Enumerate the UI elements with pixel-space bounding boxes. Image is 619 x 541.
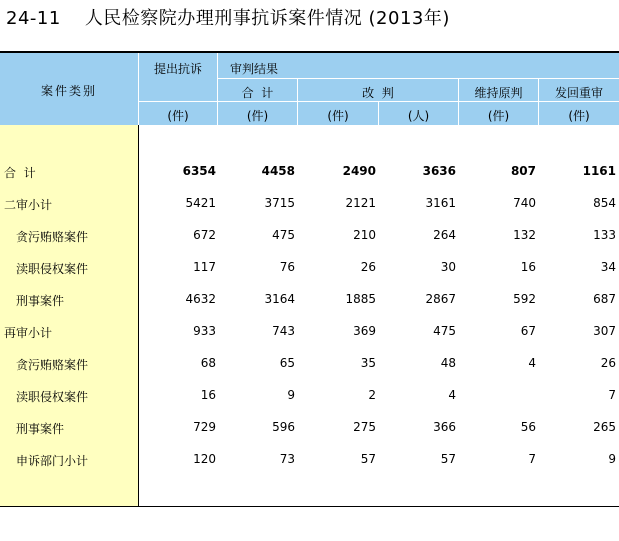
- header-divider: [139, 101, 619, 102]
- table-row: [0, 193, 619, 213]
- table-cell: 3161: [425, 196, 456, 210]
- table-cell: 596: [272, 420, 295, 434]
- table-title-text: 人民检察院办理刑事抗诉案件情况 (2013年): [84, 8, 450, 29]
- result-header: 审判结果: [230, 62, 279, 76]
- table-cell: 592: [513, 292, 536, 306]
- table-cell: 9: [608, 452, 616, 466]
- table-cell: 16: [520, 260, 536, 274]
- table-row: [0, 353, 619, 373]
- table-cell: 275: [353, 420, 376, 434]
- unit-label: (件): [327, 109, 349, 123]
- table-cell: 3715: [264, 196, 295, 210]
- row-label: 贪污贿赂案件: [16, 230, 89, 244]
- row-label: 刑事案件: [16, 294, 65, 308]
- table-cell: 4: [528, 356, 536, 370]
- table-cell: 68: [200, 356, 216, 370]
- row-label: 刑事案件: [16, 422, 65, 436]
- table-cell: 2: [368, 388, 376, 402]
- table-cell: 672: [193, 228, 216, 242]
- table-cell: 307: [593, 324, 616, 338]
- category-header: 案件类别: [40, 84, 97, 98]
- table-row: [0, 225, 619, 245]
- table-cell: 6354: [182, 164, 216, 178]
- table-cell: 729: [193, 420, 216, 434]
- table-cell: 34: [600, 260, 616, 274]
- table-cell: 57: [360, 452, 376, 466]
- table-cell: 26: [360, 260, 376, 274]
- table-cell: 3164: [264, 292, 295, 306]
- row-label: 申诉部门小计: [16, 454, 89, 468]
- table-cell: 56: [520, 420, 536, 434]
- table-row: [0, 385, 619, 405]
- row-label: 贪污贿赂案件: [16, 358, 89, 372]
- unit-label: (人): [407, 109, 430, 123]
- table-cell: 210: [353, 228, 376, 242]
- row-label: 二审小计: [4, 198, 53, 212]
- table-cell: 2490: [342, 164, 376, 178]
- table-row: [0, 257, 619, 277]
- upheld-header: 维持原判: [474, 86, 523, 100]
- table-cell: 35: [360, 356, 376, 370]
- table-cell: 5421: [185, 196, 216, 210]
- table-cell: 65: [279, 356, 295, 370]
- row-label: 合 计: [4, 166, 36, 180]
- table-cell: 73: [279, 452, 295, 466]
- table-cell: 7: [528, 452, 536, 466]
- changed-header: 改 判: [362, 86, 394, 100]
- table-cell: 1161: [582, 164, 616, 178]
- unit-label: (件): [167, 109, 189, 123]
- row-label: 渎职侵权案件: [16, 390, 89, 404]
- table-cell: 743: [272, 324, 295, 338]
- table-cell: 265: [593, 420, 616, 434]
- table-cell: 4458: [261, 164, 295, 178]
- table-cell: 687: [593, 292, 616, 306]
- table-row: [0, 417, 619, 437]
- result-total-header: 合 计: [241, 86, 274, 100]
- table-cell: 1885: [345, 292, 376, 306]
- table-cell: 7: [608, 388, 616, 402]
- table-cell: 3636: [422, 164, 456, 178]
- table-cell: 854: [593, 196, 616, 210]
- table-cell: 475: [272, 228, 295, 242]
- table-cell: 264: [433, 228, 456, 242]
- table-cell: 76: [279, 260, 295, 274]
- bottom-rule: [0, 506, 619, 507]
- unit-label: (件): [246, 109, 269, 123]
- row-label: 再审小计: [4, 326, 53, 340]
- table-cell: 132: [513, 228, 536, 242]
- unit-label: (件): [487, 109, 510, 123]
- table-row: [0, 161, 619, 181]
- table-row: [0, 449, 619, 469]
- table-cell: 369: [353, 324, 376, 338]
- table-cell: 4632: [185, 292, 216, 306]
- protest-header: 提出抗诉: [153, 62, 202, 76]
- retrial-header: 发回重审: [554, 86, 603, 100]
- table-row: [0, 289, 619, 309]
- table-row: [0, 321, 619, 341]
- table-cell: 740: [513, 196, 536, 210]
- unit-label: (件): [568, 109, 590, 123]
- table-title: [6, 4, 450, 30]
- table-cell: 933: [193, 324, 216, 338]
- table-cell: 133: [593, 228, 616, 242]
- table-cell: 2121: [345, 196, 376, 210]
- table-cell: 57: [440, 452, 456, 466]
- table-cell: 4: [448, 388, 456, 402]
- table-cell: 16: [200, 388, 216, 402]
- table-cell: 48: [440, 356, 456, 370]
- table-cell: 366: [433, 420, 456, 434]
- table-cell: 2867: [425, 292, 456, 306]
- table-cell: 120: [193, 452, 216, 466]
- table-cell: 807: [510, 164, 536, 178]
- row-label: 渎职侵权案件: [16, 262, 89, 276]
- table-cell: 26: [600, 356, 616, 370]
- table-cell: 30: [440, 260, 456, 274]
- table-cell: 9: [287, 388, 295, 402]
- table-cell: 117: [193, 260, 216, 274]
- table-cell: 67: [520, 324, 536, 338]
- table-number: 24-11: [6, 8, 61, 29]
- table-cell: 475: [433, 324, 456, 338]
- header-divider: [218, 78, 619, 79]
